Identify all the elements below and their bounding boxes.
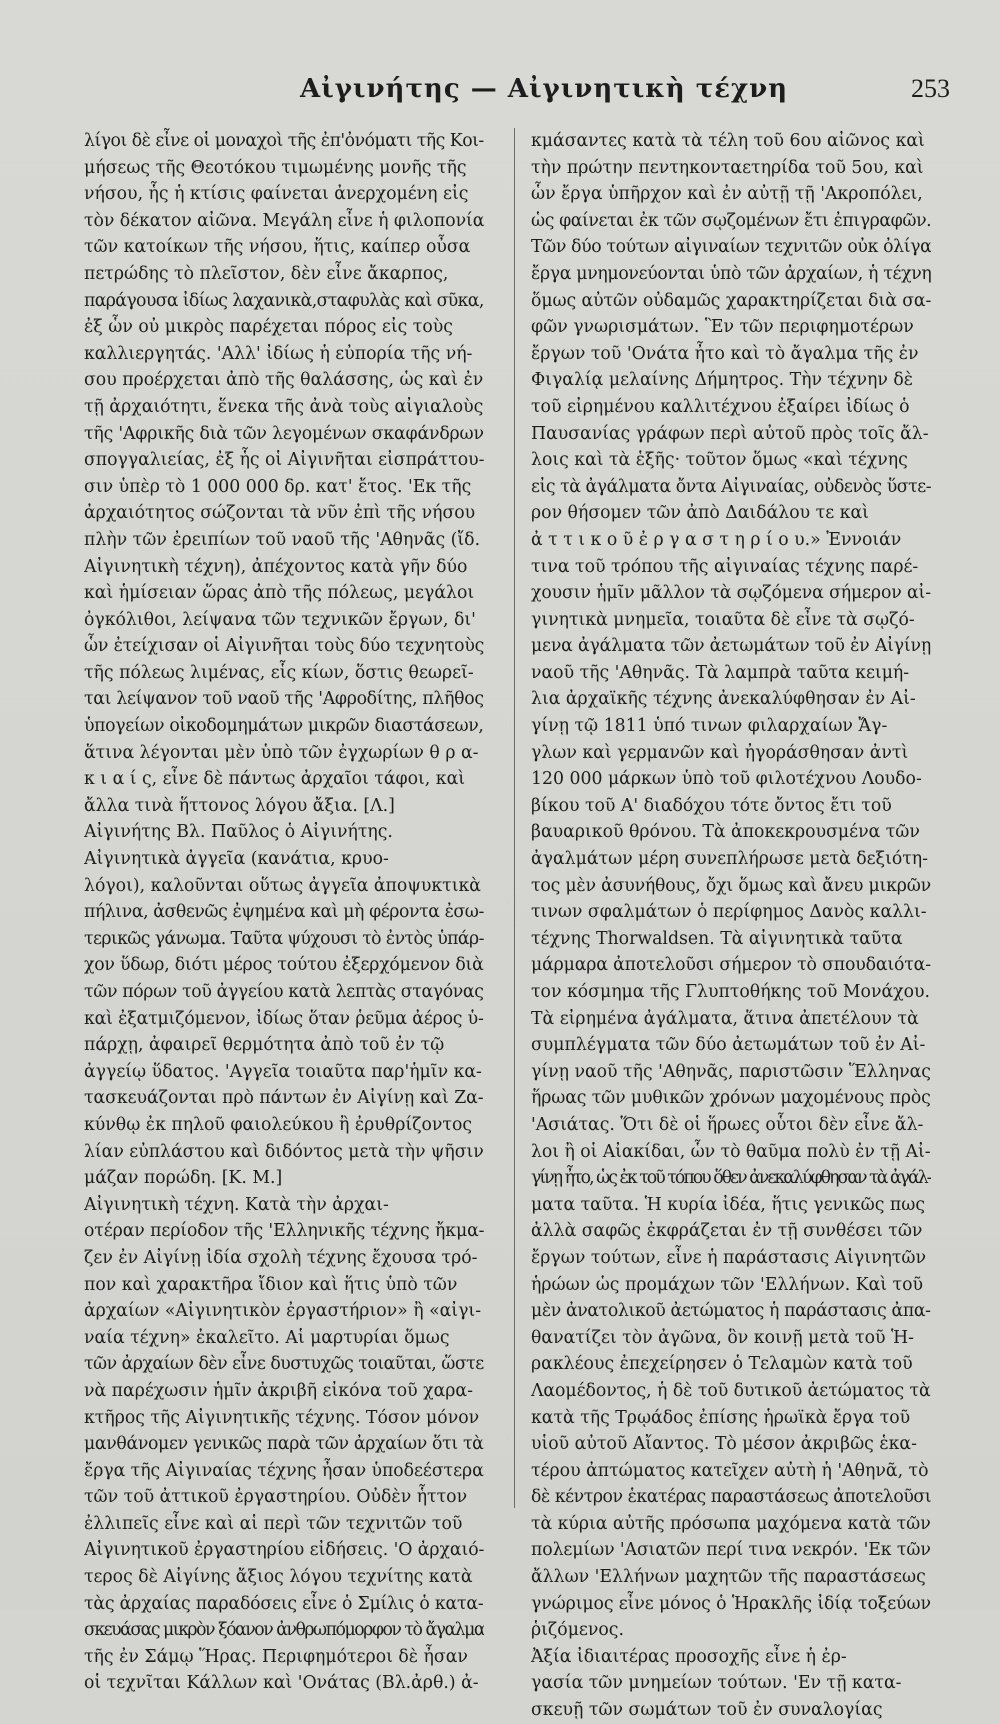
- text-line: ζεν ἐν Αἰγίνῃ ἰδία σχολὴ τέχνης ἔχουσα τρό-: [84, 1247, 478, 1268]
- text-line: Αἰγινητικὴ τέχνη), ἀπέχοντος κατὰ γῆν δύο: [84, 556, 468, 577]
- text-line: ὑπογείων οἰκοδομημάτων μικρῶν διαστάσεων,: [84, 716, 484, 737]
- text-line: τασκευάζονται πρὸ πάντων ἐν Αἰγίνῃ καὶ Ζα-: [84, 1088, 484, 1109]
- text-line: συμπλέγματα τῶν δύο ἀετωμάτων τοῦ ἐν Αἰ-: [531, 1035, 926, 1056]
- text-line: ἀλλὰ σαφῶς ἐκφράζεται ἐν τῇ συνθέσει τῶν: [531, 1221, 923, 1242]
- text-line: σκευῇ τῶν σωμάτων τοῦ ἐν συναλογίας: [531, 1700, 883, 1721]
- text-line: πολεμίων 'Ασιατῶν περί τινα νεκρόν. 'Εκ τῶν: [531, 1540, 931, 1561]
- text-line: τῆς 'Αφρικῆς διὰ τῶν λεγομένων σκαφάνδρων: [84, 423, 484, 444]
- text-line: ἐλλιπεῖς εἶνε καὶ αἱ περὶ τῶν τεχνιτῶν τοῦ: [84, 1513, 463, 1534]
- running-head: Αἰγινήτης — Αἰγινητικὴ τέχνη: [300, 74, 789, 104]
- text-line: τερικῶς γάνωμα. Ταῦτα ψύχουσι τὸ ἐντὸς ὑπάρ-: [84, 928, 484, 949]
- text-line: κμάσαντες κατὰ τὰ τέλη τοῦ 6ου αἰῶνος καὶ: [531, 131, 925, 151]
- text-line: ἀρχαίων «Αἰγινητικὸν ἐργαστήριον» ἢ «αἰγι-: [84, 1301, 482, 1322]
- text-line: ὧν ἔργα ὑπῆρχον καὶ ἐν αὐτῇ τῇ 'Ακροπόλει,: [531, 184, 923, 205]
- text-line: λια ἀρχαϊκῆς τέχνης ἀνεκαλύφθησαν ἐν Αἰ-: [531, 689, 916, 710]
- text-line: τὸν δέκατον αἰῶνα. Μεγάλη εἶνε ἡ φιλοπονία: [84, 210, 484, 231]
- text-line: τῶν πόρων τοῦ ἀγγείου κατὰ λεπτὰς σταγόνας: [84, 982, 484, 1002]
- text-line: γίνῃ τῷ 1811 ὑπό τινων φιλαρχαίων Ἄγ-: [531, 716, 888, 737]
- text-line: χον ὕδωρ, διότι μέρος τούτου ἐξερχόμενον διὰ: [84, 955, 484, 976]
- text-line: γνώριμος εἶνε μόνος ὁ Ἡρακλῆς ἰδίᾳ τοξεύων: [531, 1593, 931, 1614]
- text-line: ναοῦ τῆς 'Αθηνᾶς. Τὰ λαμπρὰ ταῦτα κειμή-: [531, 662, 910, 683]
- text-line: γίνῃ ναοῦ τῆς 'Αθηνᾶς, παριστῶσιν Ἕλληνας: [531, 1061, 931, 1082]
- text-line: τῶν κατοίκων τῆς νήσου, ἥτις, καίπερ οὖσα: [84, 237, 471, 258]
- text-line: τὴν πρώτην πεντηκονταετηρίδα τοῦ 5ου, καὶ: [531, 157, 924, 178]
- text-line: ἥρωας τῶν μυθικῶν χρόνων μαχομένους πρὸς: [531, 1088, 931, 1109]
- text-line: μάζαν πορώδη. [Κ. Μ.]: [84, 1168, 283, 1189]
- text-line: ἐξ ὧν οὐ μικρὸς παρέχεται πόρος εἰς τοὺς: [84, 317, 453, 338]
- text-line: Λαομέδοντος, ἡ δὲ τοῦ δυτικοῦ ἀετώματος τὰ: [531, 1380, 931, 1401]
- text-line: πήλινα, ἀσθενῶς ἐψημένα καὶ μὴ φέροντα ἐσω-: [84, 902, 484, 923]
- text-line: βαυαρικοῦ θρόνου. Τὰ ἀποκεκρουσμένα τῶν: [531, 822, 920, 843]
- text-line: νήσου, ἧς ἡ κτίσις φαίνεται ἀνερχομένη εἰς: [84, 184, 469, 205]
- text-line: λόγοι), καλοῦνται οὕτως ἀγγεῖα ἀποψυκτικὰ: [84, 875, 481, 896]
- text-line: πον καὶ χαρακτῆρα ἴδιον καὶ ἥτις ὑπὸ τῶν: [84, 1274, 458, 1295]
- text-line: σιν ὑπὲρ τὸ 1 000 000 δρ. κατ' ἔτος. 'Εκ τῆς: [84, 476, 472, 497]
- text-line: γλων καὶ γερμανῶν καὶ ἠγοράσθησαν ἀντὶ: [531, 742, 909, 763]
- left-column: [84, 128, 484, 1697]
- text-line: γίνῃ ἦτο, ὡς ἐκ τοῦ τόπου ὅθεν ἀνεκαλύφθησαν τὰ ἀγάλ-: [531, 1168, 931, 1189]
- text-line: τῇ ἀρχαιότητι, ἕνεκα τῆς ἀνὰ τοὺς αἰγιαλοὺς: [84, 396, 484, 417]
- text-line: Τὰ εἰρημένα ἀγάλματα, ἅτινα ἀπετέλουν τὰ: [531, 1008, 919, 1029]
- text-line: σου προέρχεται ἀπὸ τῆς θαλάσσης, ὡς καὶ ἐν: [84, 370, 484, 391]
- text-line: ὧν ἐτείχισαν οἱ Αἰγινῆται τοὺς δύο τεχνητοὺς: [84, 636, 484, 657]
- text-line: δὲ κέντρον ἑκατέρας παραστάσεως ἀποτελοῦσι: [531, 1487, 931, 1508]
- text-line: ἔργων τούτων, εἶνε ἡ παράστασις Αἰγινητῶν: [531, 1247, 926, 1268]
- text-line: ἀγαλμάτων μέρη συνεπλήρωσε μετὰ δεξιότη-: [531, 849, 928, 870]
- text-line: κύνθῳ ἐκ πηλοῦ φαιολεύκου ἢ ἐρυθρίζοντος: [84, 1114, 473, 1135]
- text-line: εἰς τὰ ἀγάλματα ὄντα Αἰγιναίας, οὐδενὸς ὕστε-: [531, 476, 931, 497]
- text-line: ἀ τ τ ι κ ο ῦ ἐ ρ γ α σ τ η ρ ί ο υ.» Ἐννοιάν: [531, 529, 902, 550]
- text-line: μενα ἀγάλματα τῶν ἀετωμάτων τοῦ ἐν Αἰγίνῃ: [531, 636, 931, 657]
- text-line: Αἰγινήτης Βλ. Παῦλος ὁ Αἰγινήτης.: [84, 822, 393, 843]
- text-line: Φιγαλίᾳ μελαίνης Δήμητρος. Τὴν τέχνην δὲ: [531, 370, 914, 391]
- page-number: 253: [911, 74, 950, 103]
- text-line: ἄλλων 'Ελλήνων μαχητῶν τῆς παραστάσεως: [531, 1567, 926, 1588]
- text-line: ρον θήσομεν τῶν ἀπὸ Δαιδάλου τε καὶ: [531, 503, 869, 524]
- text-line: ἔργα μνημονεύονται ὑπὸ τῶν ἀρχαίων, ἡ τέχνη: [531, 263, 931, 284]
- text-line: γινητικὰ μνημεῖα, τοιαῦτα δὲ εἶνε τὰ σῳζό-: [531, 609, 915, 630]
- text-line: 120 000 μάρκων ὑπὸ τοῦ φιλοτέχνου Λουδο-: [531, 769, 922, 790]
- page-header: [0, 74, 1000, 114]
- text-line: μὲν ἀνατολικοῦ ἀετώματος ἡ παράστασις ἀπα-: [531, 1301, 931, 1322]
- text-line: ἄλλα τινὰ ἥττονος λόγου ἄξια. [Λ.]: [84, 795, 395, 816]
- text-line: ματα ταῦτα. Ἡ κυρία ἰδέα, ἥτις γενικῶς πως: [531, 1194, 926, 1215]
- text-line: καὶ ἡμίσειαν ὥρας ἀπὸ τῆς πόλεως, μεγάλοι: [84, 583, 475, 604]
- text-line: τὰ κύρια αὐτῆς πρόσωπα μαχόμενα κατὰ τῶν: [531, 1513, 931, 1534]
- text-line: πλὴν τῶν ἐρειπίων τοῦ ναοῦ τῆς 'Αθηνᾶς (ἴδ.: [84, 529, 481, 550]
- text-line: μήσεως τῆς Θεοτόκου τιμωμένης μονῆς τῆς: [84, 157, 467, 178]
- text-line: Αἰγινητικοῦ ἐργαστηρίου εἰδήσεις. 'Ο ἀρχαιό-: [84, 1540, 484, 1561]
- text-line: μάρμαρα ἀποτελοῦσι σήμερον τὸ σπουδαιότα-: [531, 955, 931, 976]
- text-line: τινων σφαλμάτων ὁ περίφημος Δανὸς καλλι-: [531, 902, 927, 923]
- text-line: καλλιεργητάς. 'Αλλ' ἰδίως ἡ εὐπορία τῆς νή-: [84, 343, 473, 364]
- text-line: τὰς ἀρχαίας παραδόσεις εἶνε ὁ Σμίλις ὁ κατα-: [84, 1593, 484, 1614]
- text-line: τέρου ἀπτώματος κατεῖχεν αὐτὴ ἡ 'Αθηνᾶ, τὸ: [531, 1460, 929, 1481]
- text-line: ῥιζόμενος.: [531, 1620, 624, 1641]
- text-line: πάρχῃ, ἀφαιρεῖ θερμότητα ἀπὸ τοῦ ἐν τῷ: [84, 1035, 445, 1056]
- text-line: κτῆρος τῆς Αἰγινητικῆς τέχνης. Τόσον μόνον: [84, 1407, 480, 1428]
- text-line: ἔργα τῆς Αἰγιναίας τέχνης ἦσαν ὑποδεέστερα: [84, 1460, 484, 1481]
- text-line: θανατίζει τὸν ἀγῶνα, ὃν κοινῇ μετὰ τοῦ Ἡ-: [531, 1327, 914, 1348]
- text-line: παράγουσα ἰδίως λαχανικὰ,σταφυλὰς καὶ σῦκα,: [84, 290, 484, 311]
- text-line: τον κόσμημα τῆς Γλυπτοθήκης τοῦ Μονάχου.: [531, 982, 930, 1002]
- text-line: ἀγγείῳ ὕδατος. 'Αγγεῖα τοιαῦτα παρ'ἡμῖν κα-: [84, 1061, 482, 1082]
- text-line: τῆς πόλεως λιμένας, εἷς κίων, ὅστις θεωρεῖ-: [84, 662, 474, 683]
- text-line: λίγοι δὲ εἶνε οἱ μοναχοὶ τῆς ἐπ'ὀνόματι τῆς Κοι-: [84, 131, 484, 151]
- text-line: Αἰγινητικὰ ἀγγεῖα (κανάτια, κρυο-: [84, 849, 389, 870]
- text-line: βίκου τοῦ Α' διαδόχου τότε ὄντος ἔτι τοῦ: [531, 795, 892, 816]
- text-line: λοις καὶ τὰ ἑξῆς· τοῦτον ὅμως «καὶ τέχνης: [531, 450, 908, 471]
- text-line: ἅτινα λέγονται μὲν ὑπὸ τῶν ἐγχωρίων θ ρ α-: [84, 742, 479, 763]
- text-line: τος μὲν ἀσυνήθους, ὄχι ὅμως καὶ ἄνευ μικρῶν: [531, 875, 931, 896]
- text-line: καὶ ἐξατμιζόμενον, ἰδίως ὅταν ῥεῦμα ἀέρος ὑ-: [84, 1008, 484, 1029]
- text-line: τερος δὲ Αἰγίνης ἄξιος λόγου τεχνίτης κατὰ: [84, 1567, 473, 1588]
- text-line: λοι ἢ οἱ Αἰακίδαι, ὧν τὸ θαῦμα πολὺ ἐν τῇ Αἰ-: [531, 1141, 931, 1162]
- text-line: κατὰ τῆς Τρῳάδος ἐπίσης ἡρωϊκὰ ἔργα τοῦ: [531, 1407, 911, 1428]
- text-line: οἱ τεχνῖται Κάλλων καὶ 'Ονάτας (Βλ.ἀρθ.) ἀ-: [84, 1673, 479, 1694]
- text-line: Αἰγινητικὴ τέχνη. Κατὰ τὴν ἀρχαι-: [84, 1194, 389, 1215]
- text-line: πετρώδης τὸ πλεῖστον, δὲν εἶνε ἄκαρπος,: [84, 263, 449, 284]
- text-line: ἀρχαιότητος σώζονται τὰ νῦν ἐπὶ τῆς νήσου: [84, 503, 476, 524]
- text-line: σκευάσας μικρὸν ξόανον ἀνθρωπόμορφον τὸ ἄγαλμα: [84, 1620, 484, 1641]
- text-line: τῆς ἐν Σάμῳ Ἥρας. Περιφημότεροι δὲ ἦσαν: [84, 1646, 468, 1667]
- text-line: κ ι α ί ς, εἶνε δὲ πάντως ἀρχαῖοι τάφοι, καὶ: [84, 769, 466, 790]
- text-line: ρακλέους ἐπεχείρησεν ὁ Τελαμὼν κατὰ τοῦ: [531, 1354, 913, 1375]
- text-line: μανθάνομεν γενικῶς παρὰ τῶν ἀρχαίων ὅτι τὰ: [84, 1434, 484, 1455]
- text-line: Τῶν δύο τούτων αἰγιναίων τεχνιτῶν οὐκ ὀλίγα: [531, 237, 931, 258]
- text-line: τινα τοῦ τρόπου τῆς αἰγιναίας τέχνης παρέ-: [531, 556, 919, 577]
- text-line: ὅμως αὐτῶν οὐδαμῶς χαρακτηρίζεται διὰ σα-: [531, 290, 931, 311]
- text-line: τῶν τοῦ ἀττικοῦ ἐργαστηρίου. Οὐδὲν ἧττον: [84, 1487, 468, 1508]
- text-line: νὰ παρέχωσιν ἡμῖν ἀκριβῆ εἰκόνα τοῦ χαρα-: [84, 1380, 473, 1401]
- text-line: οτέραν περίοδον τῆς 'Ελληνικῆς τέχνης ἤκμα-: [84, 1221, 484, 1242]
- text-line: Παυσανίας γράφων περὶ αὐτοῦ πρὸς τοῖς ἄλ-: [531, 423, 929, 444]
- text-line: ναία τέχνη» ἐκαλεῖτο. Αἱ μαρτυρίαι ὅμως: [84, 1327, 450, 1348]
- column-divider: [514, 128, 515, 1508]
- text-line: χουσιν ἡμῖν μᾶλλον τὰ σῳζόμενα σήμερον αἰ-: [531, 583, 931, 604]
- text-line: τοῦ εἰρημένου καλλιτέχνου ἐξαίρει ἰδίως ὁ: [531, 396, 910, 417]
- text-line: Ἀξία ἰδιαιτέρας προσοχῆς εἶνε ἡ ἐρ-: [531, 1646, 847, 1667]
- text-line: υἱοῦ αὐτοῦ Αἴαντος. Τὸ μέσον ἀκριβῶς ἑκα-: [531, 1434, 917, 1455]
- text-line: ἡρώων ὡς προμάχων τῶν 'Ελλήνων. Καὶ τοῦ: [531, 1274, 924, 1295]
- text-line: γασία τῶν μνημείων τούτων. 'Εν τῇ κατα-: [531, 1673, 902, 1694]
- text-line: ὀγκόλιθοι, λείψανα τῶν τεχνικῶν ἔργων, δι': [84, 609, 476, 630]
- text-line: τέχνης Thorwaldsen. Τὰ αἰγινητικὰ ταῦτα: [531, 928, 903, 949]
- text-line: λίαν εὐπλάστου καὶ διδόντος μετὰ τὴν ψῆσιν: [84, 1141, 484, 1162]
- text-line: σπογγαλιείας, ἐξ ἧς οἱ Αἰγινῆται εἰσπράττου-: [84, 450, 484, 471]
- text-line: φῶν γνωρισμάτων. Ἓν τῶν περιφημοτέρων: [531, 317, 914, 338]
- text-line: ὡς φαίνεται ἐκ τῶν σῳζομένων ἔτι ἐπιγραφῶν.: [531, 210, 931, 231]
- text-line: ται λείψανον τοῦ ναοῦ τῆς 'Αφροδίτης, πλῆθος: [84, 689, 484, 710]
- text-line: ἔργων τοῦ 'Ονάτα ἦτο καὶ τὸ ἄγαλμα τῆς ἐν: [531, 343, 919, 364]
- text-line: τῶν ἀρχαίων δὲν εἶνε δυστυχῶς τοιαῦται, ὥστε: [84, 1354, 484, 1375]
- text-line: 'Ασιάτας. Ὅτι δὲ οἱ ἥρωες οὗτοι δὲν εἶνε ἄλ-: [531, 1114, 924, 1135]
- right-column: [531, 128, 931, 1724]
